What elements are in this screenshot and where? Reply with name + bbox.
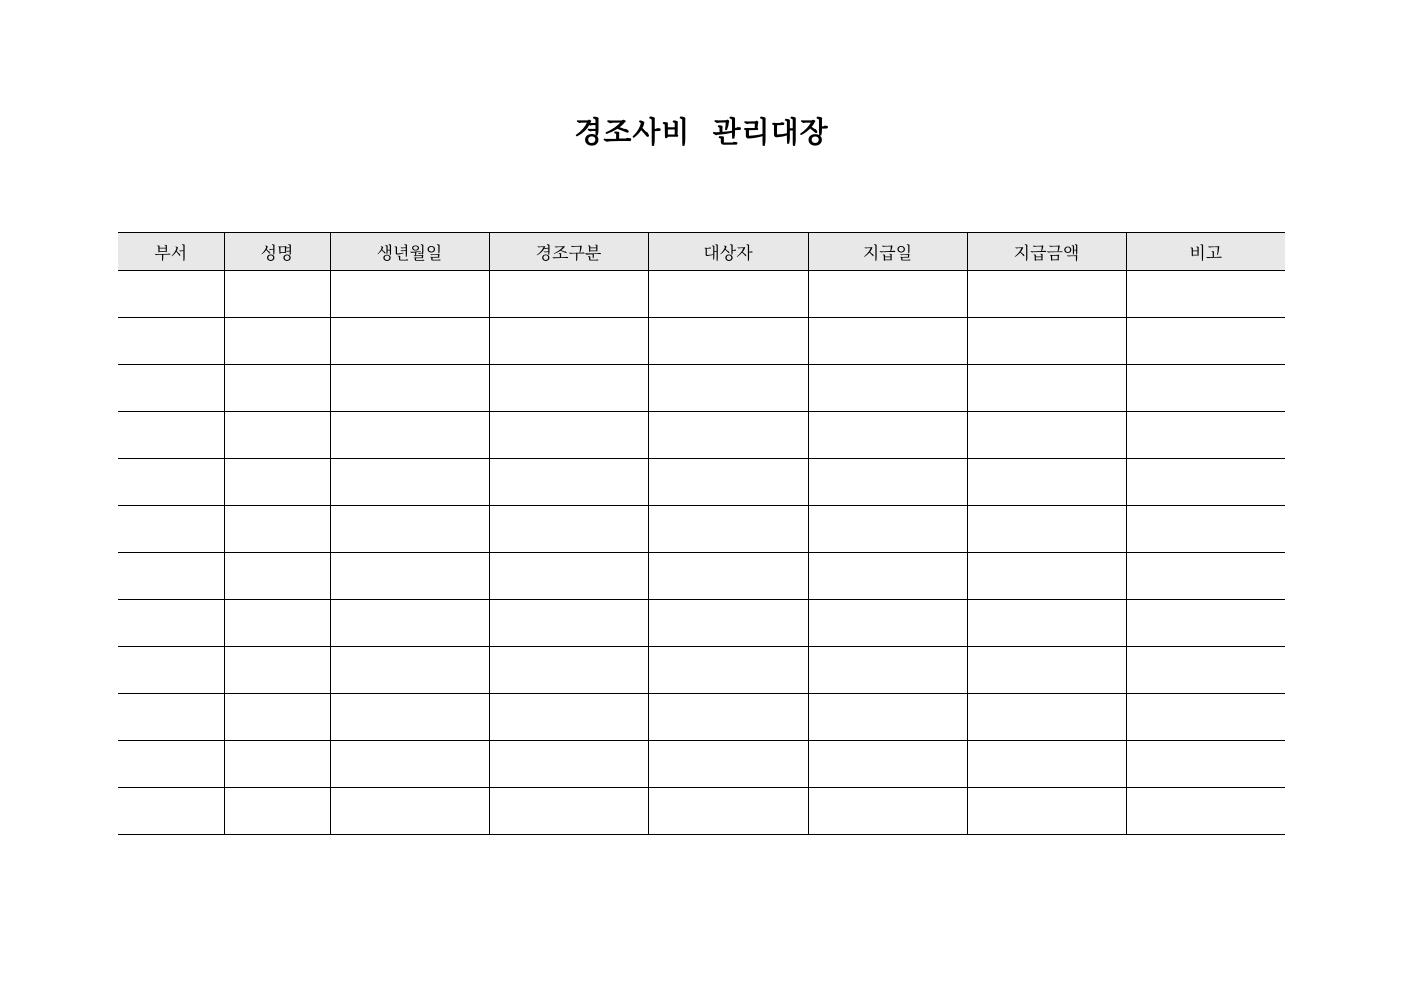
table-cell[interactable] [967, 506, 1126, 553]
table-row [118, 694, 1285, 741]
table-cell[interactable] [330, 318, 489, 365]
table-cell[interactable] [1126, 506, 1285, 553]
table-cell[interactable] [1126, 600, 1285, 647]
table-cell[interactable] [224, 694, 330, 741]
table-cell[interactable] [224, 788, 330, 835]
table-cell[interactable] [648, 271, 808, 318]
table-cell[interactable] [808, 506, 967, 553]
table-cell[interactable] [1126, 459, 1285, 506]
table-cell[interactable] [648, 788, 808, 835]
table-cell[interactable] [330, 271, 489, 318]
table-cell[interactable] [967, 788, 1126, 835]
table-cell[interactable] [489, 318, 648, 365]
table-cell[interactable] [330, 647, 489, 694]
table-row [118, 647, 1285, 694]
table-cell[interactable] [648, 741, 808, 788]
table-cell[interactable] [330, 600, 489, 647]
table-cell[interactable] [808, 553, 967, 600]
column-header-remarks: 비고 [1126, 233, 1285, 271]
table-cell[interactable] [224, 600, 330, 647]
column-header-birthdate: 생년월일 [330, 233, 489, 271]
table-cell[interactable] [224, 553, 330, 600]
table-cell[interactable] [967, 741, 1126, 788]
column-header-recipient: 대상자 [648, 233, 808, 271]
table-cell[interactable] [118, 365, 224, 412]
table-cell[interactable] [967, 694, 1126, 741]
table-cell[interactable] [648, 318, 808, 365]
table-cell[interactable] [967, 271, 1126, 318]
table-cell[interactable] [967, 318, 1126, 365]
table-cell[interactable] [118, 506, 224, 553]
table-cell[interactable] [489, 459, 648, 506]
table-cell[interactable] [118, 741, 224, 788]
table-row [118, 788, 1285, 835]
table-cell[interactable] [118, 553, 224, 600]
table-cell[interactable] [967, 412, 1126, 459]
table-row [118, 741, 1285, 788]
table-cell[interactable] [1126, 647, 1285, 694]
table-cell[interactable] [1126, 412, 1285, 459]
table-cell[interactable] [808, 600, 967, 647]
table-cell[interactable] [648, 553, 808, 600]
table-cell[interactable] [648, 694, 808, 741]
table-cell[interactable] [489, 412, 648, 459]
table-cell[interactable] [224, 271, 330, 318]
table-cell[interactable] [489, 694, 648, 741]
table-row [118, 365, 1285, 412]
table-cell[interactable] [330, 788, 489, 835]
table-cell[interactable] [648, 506, 808, 553]
table-cell[interactable] [808, 694, 967, 741]
table-cell[interactable] [118, 318, 224, 365]
table-cell[interactable] [967, 600, 1126, 647]
table-cell[interactable] [967, 553, 1126, 600]
table-cell[interactable] [808, 459, 967, 506]
table-cell[interactable] [1126, 788, 1285, 835]
table-cell[interactable] [330, 365, 489, 412]
table-body [118, 271, 1285, 835]
table-cell[interactable] [1126, 365, 1285, 412]
table-cell[interactable] [330, 506, 489, 553]
table-row [118, 412, 1285, 459]
table-cell[interactable] [224, 365, 330, 412]
table-cell[interactable] [118, 788, 224, 835]
table-cell[interactable] [489, 741, 648, 788]
table-cell[interactable] [489, 647, 648, 694]
table-cell[interactable] [967, 459, 1126, 506]
table-cell[interactable] [489, 271, 648, 318]
table-cell[interactable] [648, 412, 808, 459]
table-cell[interactable] [808, 788, 967, 835]
table-cell[interactable] [118, 694, 224, 741]
column-header-department: 부서 [118, 233, 224, 271]
table-header-row [118, 233, 1285, 271]
table-row [118, 600, 1285, 647]
table-cell[interactable] [118, 412, 224, 459]
column-header-payment-date: 지급일 [808, 233, 967, 271]
table-cell[interactable] [1126, 553, 1285, 600]
table-cell[interactable] [808, 647, 967, 694]
column-header-event-type: 경조구분 [489, 233, 648, 271]
table-cell[interactable] [489, 788, 648, 835]
column-header-payment-amount: 지급금액 [967, 233, 1126, 271]
table-row [118, 459, 1285, 506]
table-cell[interactable] [118, 271, 224, 318]
table-cell[interactable] [808, 741, 967, 788]
table-cell[interactable] [118, 459, 224, 506]
column-header-name: 성명 [224, 233, 330, 271]
table-cell[interactable] [330, 553, 489, 600]
table-cell[interactable] [808, 365, 967, 412]
table-cell[interactable] [1126, 694, 1285, 741]
table-cell[interactable] [1126, 318, 1285, 365]
table-cell[interactable] [330, 412, 489, 459]
table-row [118, 318, 1285, 365]
table-cell[interactable] [224, 506, 330, 553]
table-row [118, 553, 1285, 600]
page-title: 경조사비 관리대장 [574, 115, 829, 149]
table-cell[interactable] [489, 553, 648, 600]
table-row [118, 271, 1285, 318]
table-cell[interactable] [808, 318, 967, 365]
table-cell[interactable] [118, 600, 224, 647]
table-cell[interactable] [648, 459, 808, 506]
table-cell[interactable] [967, 647, 1126, 694]
table-cell[interactable] [330, 741, 489, 788]
table-cell[interactable] [967, 365, 1126, 412]
table-cell[interactable] [1126, 741, 1285, 788]
table-cell[interactable] [330, 459, 489, 506]
table-cell[interactable] [489, 365, 648, 412]
table-cell[interactable] [808, 271, 967, 318]
table-cell[interactable] [489, 506, 648, 553]
table-cell[interactable] [648, 647, 808, 694]
table-cell[interactable] [224, 647, 330, 694]
table-cell[interactable] [808, 412, 967, 459]
table-cell[interactable] [118, 647, 224, 694]
table-cell[interactable] [330, 694, 489, 741]
table-cell[interactable] [648, 600, 808, 647]
table-cell[interactable] [224, 318, 330, 365]
condolence-expense-ledger-table [118, 232, 1285, 835]
table-cell[interactable] [224, 459, 330, 506]
table-cell[interactable] [648, 365, 808, 412]
table-cell[interactable] [1126, 271, 1285, 318]
table-cell[interactable] [224, 741, 330, 788]
table-row [118, 506, 1285, 553]
table-cell[interactable] [224, 412, 330, 459]
table-cell[interactable] [489, 600, 648, 647]
